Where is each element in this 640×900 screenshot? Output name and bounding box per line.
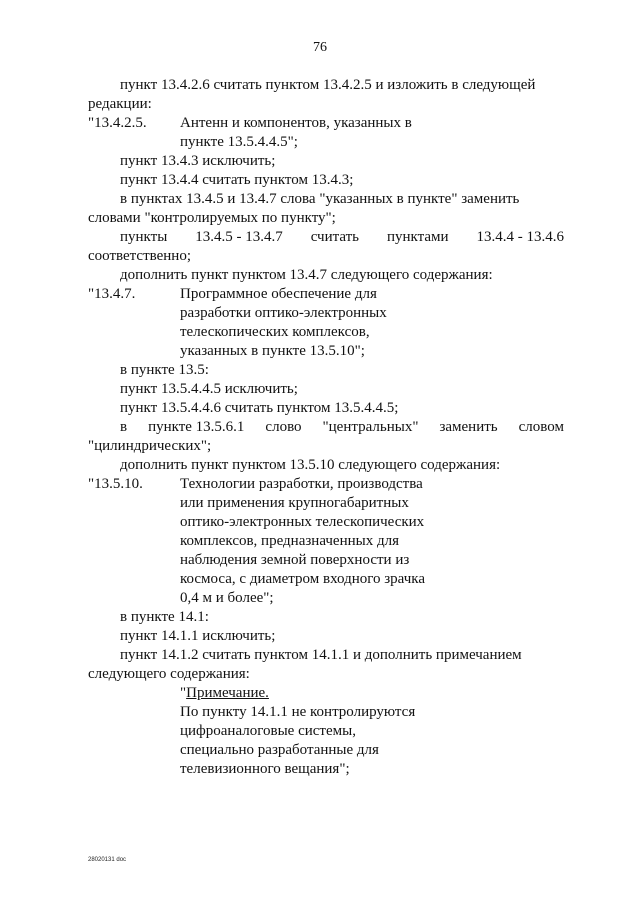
definition-line: оптико-электронных телескопических [180,514,425,530]
definition-line: Антенн и компонентов, указанных в [180,115,412,131]
paragraph-line: "цилиндрических"; [88,438,212,454]
note-line: цифроаналоговые системы, [180,723,356,739]
definition-line: телескопических комплексов, [180,324,370,340]
paragraph-line: словами "контролируемых по пункту"; [88,210,336,226]
note-heading-line [180,684,564,703]
definition-text [180,285,387,361]
definition-number: "13.5.10. [88,476,143,492]
definition-13-5-10 [88,475,564,608]
paragraph-line: пункт 13.4.2.6 считать пунктом 13.4.2.5 и изложить в следующей [120,77,536,93]
paragraph-line: в пунктах 13.4.5 и 13.4.7 слова "указанных в пункте" заменить [120,191,520,207]
definition-line: или применения крупногабаритных [180,495,409,511]
paragraph-line: пункт 13.4.4 считать пунктом 13.4.3; [120,172,354,188]
word: заменить [439,419,498,435]
paragraph-line: пункт 13.4.3 исключить; [120,153,276,169]
justified-line [88,418,564,437]
definition-number: "13.4.2.5. [88,115,147,131]
definition-text [180,475,425,608]
paragraph-line: пункт 13.5.4.4.5 исключить; [120,381,298,397]
paragraph-line: следующего содержания: [88,666,250,682]
note-line: специально разработанные для [180,742,379,758]
definition-13-4-7 [88,285,564,361]
paragraph-line: пункт 14.1.1 исключить; [120,628,276,644]
definition-line: 0,4 м и более"; [180,590,274,606]
definition-line: комплексов, предназначенных для [180,533,399,549]
paragraph-line: соответственно; [88,248,191,264]
word: пункты [120,229,168,245]
word: 13.4.4 - 13.4.6 [476,229,564,245]
word: в [120,419,128,435]
definition-line: пункте 13.5.4.4.5"; [180,134,298,150]
page-number: 76 [313,40,327,55]
definition-line: Технологии разработки, производства [180,476,423,492]
paragraph-line: в пункте 13.5: [120,362,209,378]
word: словом [518,419,564,435]
definition-text [180,114,412,152]
file-code-footer: 28020131 doc [88,857,127,863]
justified-line [88,228,564,247]
paragraph-line: дополнить пункт пунктом 13.4.7 следующего содержания: [120,267,493,283]
paragraph-line: дополнить пункт пунктом 13.5.10 следующего содержания: [120,457,501,473]
definition-line: космоса, с диаметром входного зрачка [180,571,426,587]
definition-line: указанных в пункте 13.5.10"; [180,343,365,359]
definition-13-4-2-5 [88,114,564,152]
paragraph-line: в пункте 14.1: [120,609,209,625]
note-line: телевизионного вещания"; [180,761,350,777]
word: считать [310,229,360,245]
definition-line: Программное обеспечение для [180,286,377,302]
definition-number: "13.4.7. [88,286,136,302]
paragraph-line: пункт 14.1.2 считать пунктом 14.1.1 и дополнить примечанием [120,647,522,663]
word: слово [265,419,302,435]
document-body [88,76,564,779]
note-heading: Примечание. [186,685,269,701]
definition-line: разработки оптико-электронных [180,305,387,321]
word: пункте 13.5.6.1 [148,419,245,435]
word: 13.4.5 - 13.4.7 [195,229,283,245]
word: пунктами [386,229,449,245]
opening-quote: " [180,685,187,701]
note-line: По пункту 14.1.1 не контролируются [180,704,416,720]
paragraph-line: редакции: [88,96,152,112]
definition-line: наблюдения земной поверхности из [180,552,410,568]
paragraph-line: пункт 13.5.4.4.6 считать пунктом 13.5.4.4.5; [120,400,399,416]
word: "центральных" [322,419,419,435]
note-block [88,684,564,779]
